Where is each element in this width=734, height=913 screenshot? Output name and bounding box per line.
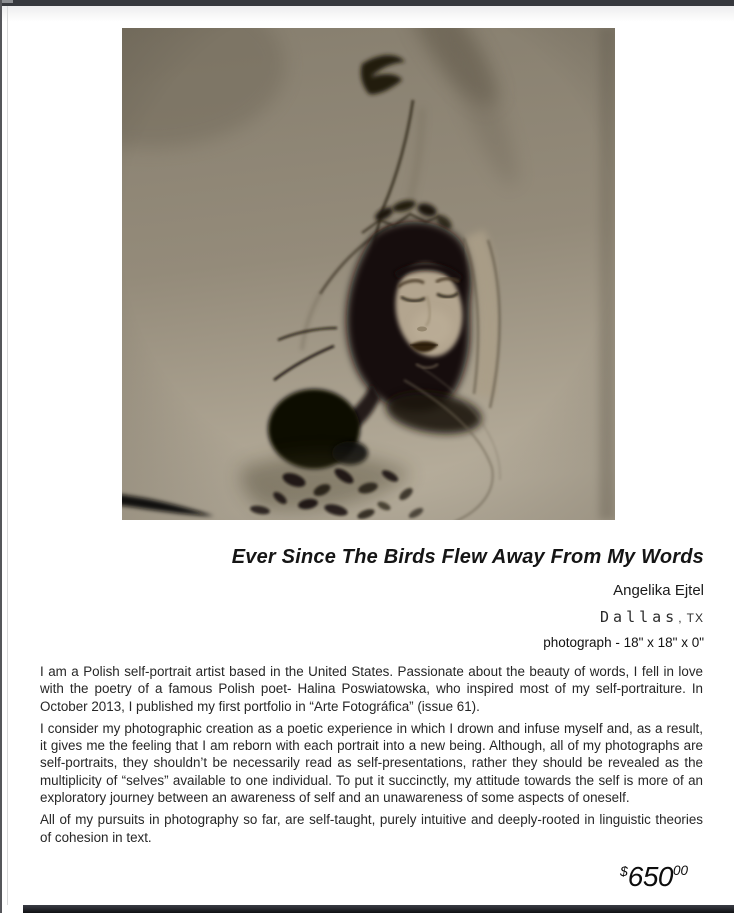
artwork-photo — [122, 28, 615, 520]
window-bottom-bar — [23, 905, 734, 913]
price-cents: 00 — [672, 863, 688, 878]
price-currency: $ — [619, 863, 628, 879]
artist-statement — [40, 663, 703, 846]
artist-statement-paragraph: All of my pursuits in photography so far, are self-taught, purely intuitive and deeply-rooted in linguistic theories of cohesion in text. — [40, 812, 703, 845]
page-left-rule — [7, 6, 8, 905]
artwork-details: photograph - 18" x 18" x 0" — [543, 635, 704, 650]
artist-statement-paragraph: I am a Polish self-portrait artist based in the United States. Passionate about the beauty of words, I fell in love with the poetry of a famous Polish poet- Halina Poswiatowska, who inspired most of my self-portraiture. In October 2013, I published my first portfolio in “Arte Fotográfica” (issue 61). — [40, 664, 703, 714]
artwork-meta — [232, 546, 704, 650]
artwork-photo-illustration — [122, 28, 615, 520]
artist-name: Angelika Ejtel — [613, 582, 704, 599]
artist-statement-paragraph: I consider my photographic creation as a poetic experience in which I drown and infuse myself and, as a result, it gives me the feeling that I am reborn with each portrait into a new being. Although, all of my photographs are self-portraits, they shouldn’t be necessarily read as self-presentations, rather they should be revealed as the multiplicity of “selves” available to one individual. To put it succinctly, my attitude towards the self is more of an exploratory journey between an awareness of self and an unawareness of some aspects of oneself. — [40, 720, 703, 806]
page-top-shadow — [0, 6, 734, 22]
artwork-title: Ever Since The Birds Flew Away From My Words — [231, 546, 704, 568]
artwork-price — [620, 861, 688, 893]
artist-state: , TX — [678, 611, 704, 625]
price-dollars: 650 — [627, 861, 673, 892]
artist-location — [232, 608, 704, 627]
page-left-border — [0, 0, 2, 913]
artist-city: Dallas — [600, 608, 679, 626]
